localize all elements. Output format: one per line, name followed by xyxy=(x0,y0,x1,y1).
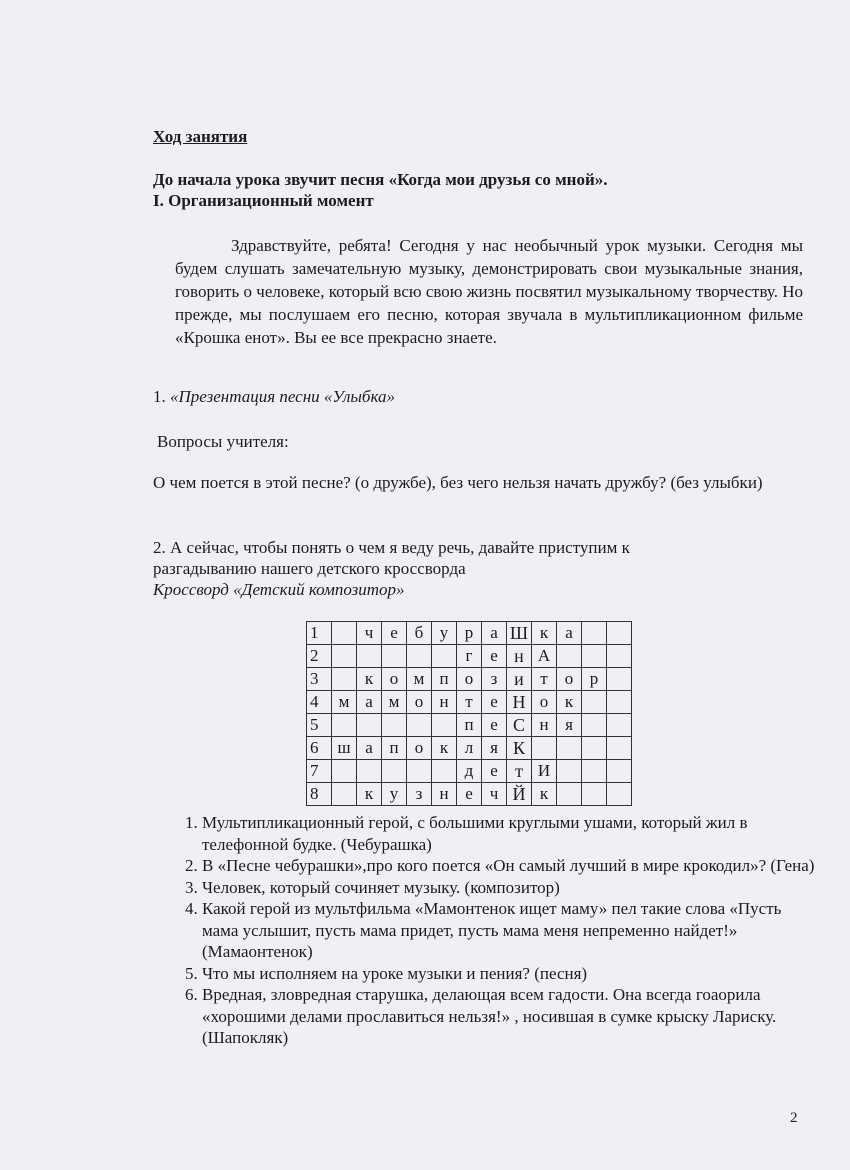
crossword-cell: ш xyxy=(332,737,357,760)
crossword-cell xyxy=(582,737,607,760)
crossword-row-number: 3 xyxy=(307,668,332,691)
crossword-cell: А xyxy=(532,645,557,668)
crossword-cell: з xyxy=(482,668,507,691)
crossword-cell: п xyxy=(382,737,407,760)
crossword-cell: и xyxy=(507,668,532,691)
crossword-row-number: 4 xyxy=(307,691,332,714)
crossword-cell xyxy=(582,714,607,737)
crossword-cell: р xyxy=(582,668,607,691)
crossword-cell xyxy=(607,714,632,737)
crossword-cell: н xyxy=(432,783,457,806)
crossword-cell: Ш xyxy=(507,622,532,645)
item-2-line-1: 2. А сейчас, чтобы понять о чем я веду речь, давайте приступим к xyxy=(153,538,630,557)
crossword-cell: а xyxy=(557,622,582,645)
crossword-cell: т xyxy=(457,691,482,714)
crossword-cell: м xyxy=(332,691,357,714)
crossword-cell xyxy=(432,645,457,668)
crossword-cell xyxy=(382,645,407,668)
section-title: I. Организационный момент xyxy=(153,191,374,210)
crossword-cell: к xyxy=(432,737,457,760)
crossword-cell: к xyxy=(532,622,557,645)
crossword-row xyxy=(307,622,632,645)
crossword-row xyxy=(307,737,632,760)
crossword-grid xyxy=(306,621,632,806)
crossword-cell: к xyxy=(357,668,382,691)
crossword-cell xyxy=(332,668,357,691)
crossword-cell: о xyxy=(407,737,432,760)
crossword-cell xyxy=(432,714,457,737)
teacher-question: О чем поется в этой песне? (о дружбе), без чего нельзя начать дружбу? (без улыбки) xyxy=(153,473,763,492)
item-2-line-2: разгадыванию нашего детского кроссворда xyxy=(153,559,466,578)
crossword-cell xyxy=(607,737,632,760)
crossword-row-number: 1 xyxy=(307,622,332,645)
crossword-cell xyxy=(357,760,382,783)
crossword-cell xyxy=(557,783,582,806)
crossword-cell: Н xyxy=(507,691,532,714)
crossword-cell: Й xyxy=(507,783,532,806)
crossword-cell: у xyxy=(432,622,457,645)
crossword-cell: я xyxy=(482,737,507,760)
crossword-cell xyxy=(557,760,582,783)
crossword-cell xyxy=(332,760,357,783)
crossword-cell xyxy=(407,714,432,737)
crossword-cell xyxy=(607,645,632,668)
crossword-cell xyxy=(332,714,357,737)
crossword-cell: е xyxy=(482,714,507,737)
crossword-cell: ч xyxy=(482,783,507,806)
crossword-cell: а xyxy=(357,691,382,714)
crossword-cell xyxy=(357,714,382,737)
crossword-cell xyxy=(557,737,582,760)
crossword-cell xyxy=(582,622,607,645)
item-1 xyxy=(153,386,395,408)
crossword-cell xyxy=(332,622,357,645)
crossword-title: Кроссворд «Детский композитор» xyxy=(153,580,405,599)
crossword-cell: е xyxy=(482,645,507,668)
crossword-questions xyxy=(170,812,822,1049)
crossword-cell: т xyxy=(532,668,557,691)
crossword-cell: б xyxy=(407,622,432,645)
crossword-row-number: 7 xyxy=(307,760,332,783)
crossword-cell: п xyxy=(457,714,482,737)
crossword-row-number: 5 xyxy=(307,714,332,737)
crossword-row-number: 2 xyxy=(307,645,332,668)
crossword-row xyxy=(307,668,632,691)
crossword-row xyxy=(307,760,632,783)
greeting-paragraph xyxy=(175,234,803,349)
crossword-cell xyxy=(382,760,407,783)
crossword-cell: м xyxy=(407,668,432,691)
question-item: 1. Мультипликационный герой, с большими круглыми ушами, который жил в телефонной будке. (Чебурашка) xyxy=(202,812,822,855)
lesson-heading: Ход занятия xyxy=(153,127,248,146)
crossword-cell xyxy=(582,760,607,783)
crossword-cell xyxy=(407,645,432,668)
crossword-cell xyxy=(332,783,357,806)
crossword-cell xyxy=(607,760,632,783)
crossword-cell: я xyxy=(557,714,582,737)
crossword-cell xyxy=(357,645,382,668)
crossword-row xyxy=(307,714,632,737)
crossword-cell xyxy=(332,645,357,668)
crossword-cell: н xyxy=(507,645,532,668)
crossword-cell xyxy=(582,691,607,714)
crossword-cell: е xyxy=(482,760,507,783)
crossword-cell: п xyxy=(432,668,457,691)
crossword-cell xyxy=(432,760,457,783)
question-item: 6. Вредная, зловредная старушка, делающая всем гадости. Она всегда гоаорила «хорошими делами прославиться нельзя!» , носившая в сумке крыску Лариску. (Шапокляк) xyxy=(202,984,822,1049)
crossword-cell: о xyxy=(532,691,557,714)
crossword-cell: о xyxy=(382,668,407,691)
crossword-cell: е xyxy=(457,783,482,806)
crossword-cell: е xyxy=(382,622,407,645)
crossword-row-number: 6 xyxy=(307,737,332,760)
crossword-row-number: 8 xyxy=(307,783,332,806)
crossword-cell: е xyxy=(482,691,507,714)
question-item: 3. Человек, который сочиняет музыку. (композитор) xyxy=(202,877,822,899)
teacher-questions-label: Вопросы учителя: xyxy=(157,432,289,451)
crossword-cell: И xyxy=(532,760,557,783)
crossword-cell: С xyxy=(507,714,532,737)
page-number: 2 xyxy=(790,1110,798,1126)
item-1-number: 1. xyxy=(153,387,170,406)
crossword-cell: у xyxy=(382,783,407,806)
crossword-cell: л xyxy=(457,737,482,760)
crossword-cell xyxy=(407,760,432,783)
crossword-cell: К xyxy=(507,737,532,760)
crossword-cell: н xyxy=(532,714,557,737)
crossword-cell: о xyxy=(557,668,582,691)
crossword-cell: н xyxy=(432,691,457,714)
crossword-row xyxy=(307,645,632,668)
crossword-cell xyxy=(607,691,632,714)
crossword-cell: д xyxy=(457,760,482,783)
question-item: 5. Что мы исполняем на уроке музыки и пения? (песня) xyxy=(202,963,822,985)
crossword-cell xyxy=(582,645,607,668)
crossword-cell xyxy=(582,783,607,806)
intro-line: До начала урока звучит песня «Когда мои друзья со мной». xyxy=(153,170,608,189)
crossword-cell: к xyxy=(357,783,382,806)
crossword-cell: з xyxy=(407,783,432,806)
crossword-cell xyxy=(607,783,632,806)
crossword-cell: р xyxy=(457,622,482,645)
crossword-cell: т xyxy=(507,760,532,783)
greeting-text: Здравствуйте, ребята! Сегодня у нас необычный урок музыки. Сегодня мы будем слушать замечательную музыку, демонстрировать свои музыкальные знания, говорить о человеке, который всю свою жизнь посвятил музыкальному творчеству. Но прежде, мы послушаем его песню, которая звучала в мультипликационном фильме «Крошка енот». Вы ее все прекрасно знаете. xyxy=(175,236,803,347)
crossword-cell: о xyxy=(457,668,482,691)
crossword-row xyxy=(307,783,632,806)
crossword-cell: о xyxy=(407,691,432,714)
crossword-cell xyxy=(382,714,407,737)
crossword-cell: к xyxy=(532,783,557,806)
crossword-cell xyxy=(607,622,632,645)
item-1-text: «Презентация песни «Улыбка» xyxy=(170,387,395,406)
crossword-cell: м xyxy=(382,691,407,714)
crossword-row xyxy=(307,691,632,714)
crossword-cell xyxy=(557,645,582,668)
crossword-cell: г xyxy=(457,645,482,668)
crossword-cell: к xyxy=(557,691,582,714)
crossword-cell: а xyxy=(357,737,382,760)
question-item: 2. В «Песне чебурашки»,про кого поется «Он самый лучший в мире крокодил»? (Гена) xyxy=(202,855,822,877)
crossword-cell: а xyxy=(482,622,507,645)
crossword-cell: ч xyxy=(357,622,382,645)
crossword-cell xyxy=(532,737,557,760)
question-item: 4. Какой герой из мультфильма «Мамонтенок ищет маму» пел такие слова «Пусть мама услышит, пусть мама придет, пусть мама меня непременно найдет!» (Мамаонтенок) xyxy=(202,898,822,963)
crossword-cell xyxy=(607,668,632,691)
